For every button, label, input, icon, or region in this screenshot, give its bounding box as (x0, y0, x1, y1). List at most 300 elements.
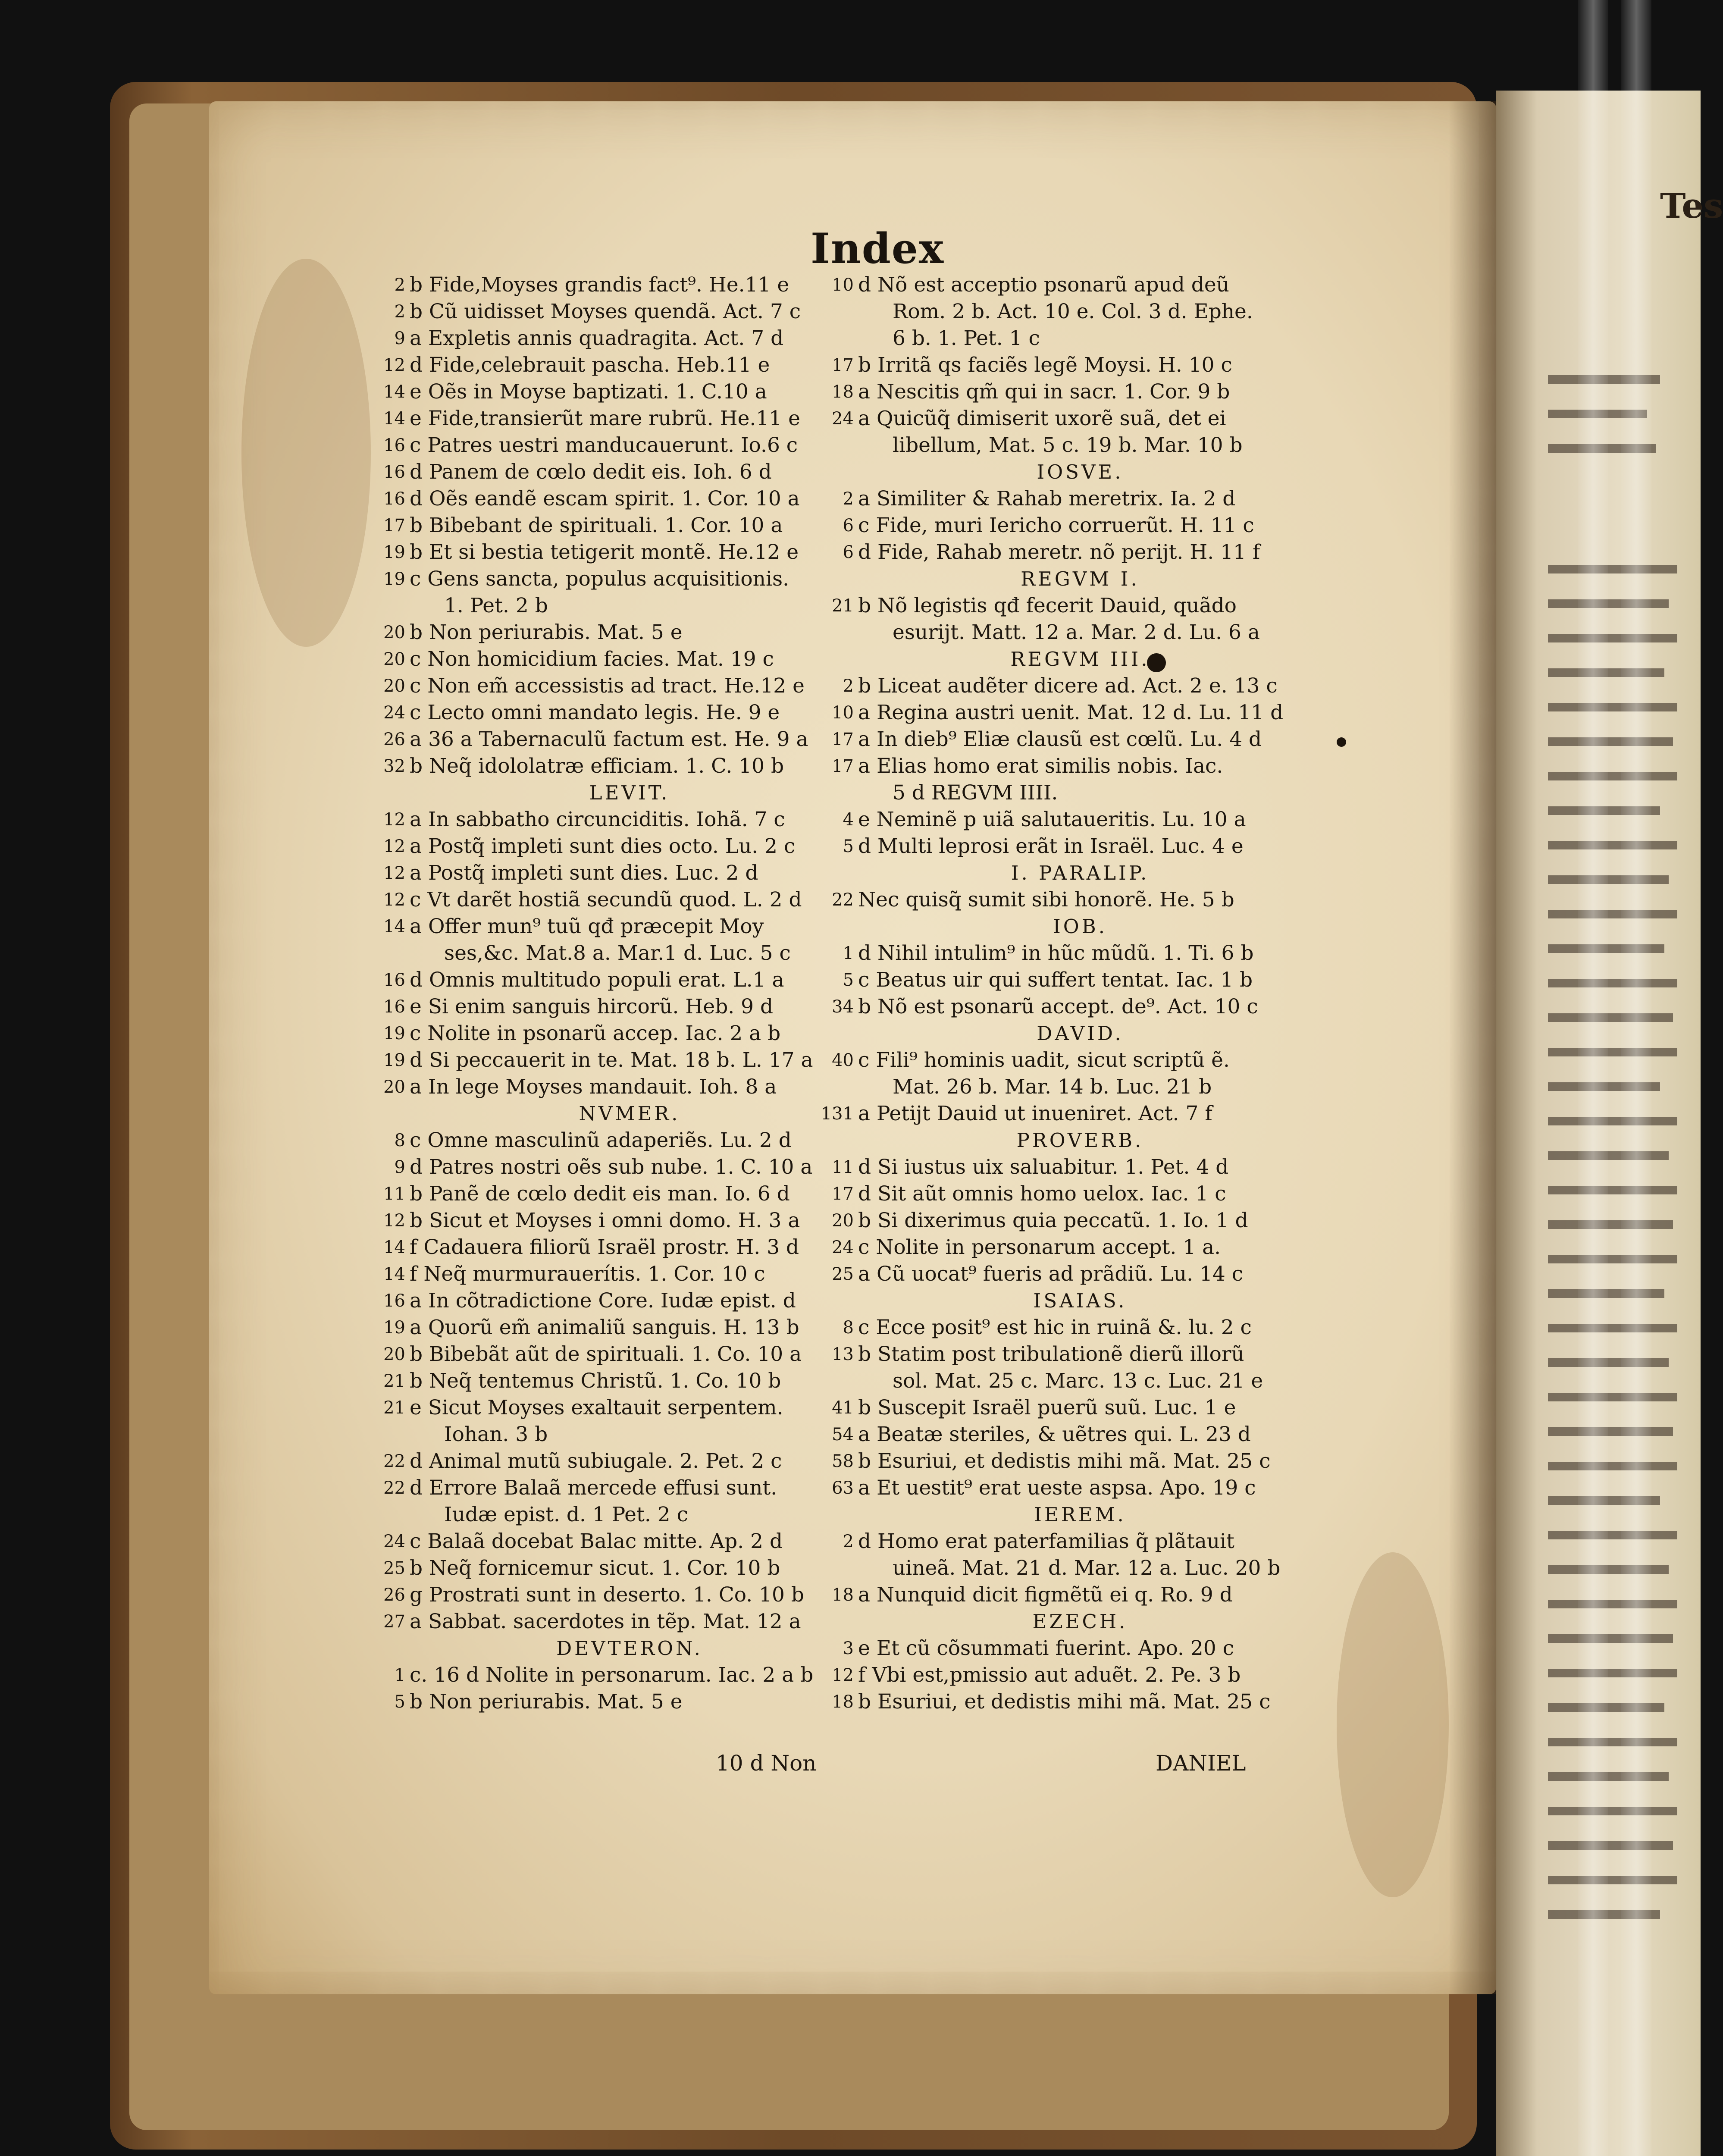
index-section-heading (858, 1608, 1302, 1635)
chapter-number: 25 (383, 1558, 405, 1578)
index-entry (383, 806, 849, 833)
chapter-number: 8 (843, 1318, 854, 1338)
index-entry (383, 1448, 849, 1475)
entry-text: 6 b. 1. Pet. 1 c (893, 326, 1040, 350)
index-entry (843, 486, 1302, 512)
heading-text: REGVM III. (1010, 648, 1150, 671)
index-entry (383, 1261, 849, 1288)
chapter-number: 19 (383, 1050, 405, 1070)
entry-text: a In lege Moyses mandauit. Ioh. 8 a (410, 1075, 777, 1099)
entry-text: a Petijt Dauid ut inueniret. Act. 7 f (858, 1102, 1212, 1125)
index-entry (832, 726, 1302, 753)
page-header: Index (811, 224, 945, 273)
entry-text: a In cõtradictione Core. Iudæ epist. d (410, 1289, 796, 1313)
index-entry (832, 1421, 1302, 1448)
chapter-number: 20 (383, 1344, 405, 1364)
index-entry (832, 405, 1302, 432)
index-entry (383, 432, 849, 459)
entry-text: b Bibebãt aũt de spirituali. 1. Co. 10 a (410, 1342, 802, 1366)
index-entry (383, 619, 849, 646)
entry-text: a Nunquid dicit figmẽtũ ei q. Ro. 9 d (858, 1583, 1233, 1607)
index-entry (410, 1421, 849, 1448)
chapter-number: 16 (383, 436, 405, 455)
chapter-number: 14 (383, 917, 405, 937)
chapter-number: 12 (383, 1211, 405, 1231)
entry-text: d Omnis multitudo populi erat. L.1 a (410, 968, 784, 992)
catchword-right: DANIEL (1156, 1751, 1246, 1776)
chapter-number: 11 (383, 1184, 405, 1204)
index-entry (821, 1100, 1302, 1127)
entry-text: c Nolite in personarum accept. 1 a. (858, 1235, 1221, 1259)
chapter-number: 13 (832, 1344, 854, 1364)
entry-text: 5 d REGVM IIII. (893, 781, 1058, 805)
index-entry (832, 1689, 1302, 1715)
index-section-heading (858, 860, 1302, 887)
chapter-number: 2 (394, 275, 405, 295)
index-entry (383, 726, 849, 753)
heading-text: IOB. (1053, 915, 1108, 938)
entry-text: a Beatæ steriles, & uẽtres qui. L. 23 d (858, 1423, 1251, 1446)
index-entry (383, 1074, 849, 1100)
index-entry (383, 566, 849, 592)
tape-strip (1578, 0, 1608, 2156)
entry-text: b Et si bestia tetigerit montẽ. He.12 e (410, 540, 799, 564)
entry-text: Rom. 2 b. Act. 10 e. Col. 3 d. Ephe. (893, 300, 1253, 323)
chapter-number: 10 (832, 703, 854, 723)
index-entry (383, 1368, 849, 1395)
chapter-number: 17 (832, 355, 854, 375)
index-entry (843, 806, 1302, 833)
index-entry (832, 272, 1302, 298)
chapter-number: 9 (394, 329, 405, 348)
chapter-number: 22 (383, 1478, 405, 1498)
entry-text: a In dieb⁹ Eliæ clausũ est cœlũ. Lu. 4 d (858, 727, 1262, 751)
entry-text: a Cũ uocat⁹ fueris ad prãdiũ. Lu. 14 c (858, 1262, 1244, 1286)
chapter-number: 12 (832, 1665, 854, 1685)
entry-text: c Non em̃ accessistis ad tract. He.12 e (410, 674, 805, 698)
index-entry (383, 1341, 849, 1368)
entry-text: uineã. Mat. 21 d. Mar. 12 a. Luc. 20 b (893, 1556, 1281, 1580)
heading-text: DEVTERON. (556, 1637, 703, 1660)
index-entry (383, 993, 849, 1020)
index-entry (383, 1608, 849, 1635)
chapter-number: 131 (821, 1104, 854, 1124)
chapter-number: 14 (383, 382, 405, 402)
index-entry (832, 1047, 1302, 1074)
index-entry (383, 539, 849, 566)
entry-text: c Ecce posit⁹ est hic in ruinã &. lu. 2 c (858, 1316, 1252, 1339)
chapter-number: 24 (832, 1238, 854, 1257)
index-entry (383, 699, 849, 726)
heading-text: IEREM. (1034, 1503, 1126, 1526)
chapter-number: 25 (832, 1264, 854, 1284)
index-entry (832, 1181, 1302, 1207)
entry-text: e Neminẽ p uiã salutaueritis. Lu. 10 a (858, 808, 1246, 831)
entry-text: d Fide,celebrauit pascha. Heb.11 e (410, 353, 770, 377)
chapter-number: 16 (383, 462, 405, 482)
index-entry (832, 1341, 1302, 1368)
entry-text: Mat. 26 b. Mar. 14 b. Luc. 21 b (893, 1075, 1212, 1099)
index-entry (832, 1395, 1302, 1421)
entry-text: b Non periurabis. Mat. 5 e (410, 1690, 683, 1714)
chapter-number: 5 (843, 837, 854, 856)
index-entry (832, 1261, 1302, 1288)
entry-text: sol. Mat. 25 c. Marc. 13 c. Luc. 21 e (893, 1369, 1263, 1393)
index-entry (383, 860, 849, 887)
index-entry (843, 1635, 1302, 1662)
chapter-number: 32 (383, 756, 405, 776)
index-entry (383, 913, 849, 940)
entry-text: b Non periurabis. Mat. 5 e (410, 620, 683, 644)
heading-text: EZECH. (1032, 1610, 1128, 1633)
chapter-number: 3 (843, 1639, 854, 1658)
entry-text: d Homo erat paterfamilias q̃ plãtauit (858, 1529, 1234, 1553)
chapter-number: 6 (843, 516, 854, 536)
index-entry (394, 1154, 849, 1181)
chapter-number: 24 (383, 703, 405, 723)
chapter-number: 5 (394, 1692, 405, 1712)
chapter-number: 34 (832, 997, 854, 1017)
index-entry (394, 1662, 849, 1689)
heading-text: I. PARALIP. (1011, 862, 1150, 884)
entry-text: c Fide, muri Iericho corruerũt. H. 11 c (858, 514, 1254, 537)
entry-text: a Similiter & Rahab meretrix. Ia. 2 d (858, 487, 1236, 511)
index-entry (383, 967, 849, 993)
chapter-number: 1 (394, 1665, 405, 1685)
page-gutter (1449, 101, 1496, 1994)
index-entry (832, 699, 1302, 726)
entry-text: d Nihil intulim⁹ in hũc mũdũ. 1. Ti. 6 b (858, 941, 1254, 965)
index-entry (383, 1314, 849, 1341)
index-section-heading (410, 780, 849, 806)
index-section-heading (858, 1127, 1302, 1154)
chapter-number: 16 (383, 997, 405, 1017)
chapter-number: 58 (832, 1451, 854, 1471)
index-entry (383, 1395, 849, 1421)
index-section-heading (858, 459, 1302, 486)
entry-text: libellum, Mat. 5 c. 19 b. Mar. 10 b (893, 433, 1243, 457)
entry-text: a Quorũ em̃ animaliũ sanguis. H. 13 b (410, 1316, 799, 1339)
entry-text: d Si peccauerit in te. Mat. 18 b. L. 17 a (410, 1048, 813, 1072)
index-entry (394, 298, 849, 325)
chapter-number: 16 (383, 970, 405, 990)
index-entry (383, 1181, 849, 1207)
chapter-number: 41 (832, 1398, 854, 1418)
entry-text: c. 16 d Nolite in personarum. Iac. 2 a b (410, 1663, 814, 1687)
entry-text: d Multi leprosi erãt in Israël. Luc. 4 e (858, 834, 1244, 858)
entry-text: b Si dixerimus quia peccatũ. 1. Io. 1 d (858, 1209, 1248, 1232)
index-entry (383, 1555, 849, 1582)
index-entry (383, 379, 849, 405)
entry-text: a In sabbatho circunciditis. Iohã. 7 c (410, 808, 785, 831)
chapter-number: 11 (832, 1157, 854, 1177)
index-entry (832, 993, 1302, 1020)
heading-text: NVMER. (579, 1102, 680, 1125)
heading-text: LEVIT. (589, 781, 670, 804)
entry-text: f Cadauera filiorũ Israël prostr. H. 3 d (410, 1235, 799, 1259)
chapter-number: 14 (383, 409, 405, 429)
entry-text: d Oẽs eandẽ escam spirit. 1. Cor. 10 a (410, 487, 800, 511)
entry-text: b Nõ est psonarũ accept. de⁹. Act. 10 c (858, 995, 1258, 1018)
entry-text: c Gens sancta, populus acquisitionis. (410, 567, 789, 591)
index-entry (383, 405, 849, 432)
index-entry (383, 1475, 849, 1501)
entry-text: 1. Pet. 2 b (444, 594, 548, 617)
chapter-number: 18 (832, 1585, 854, 1605)
page-stain (1337, 1552, 1449, 1897)
index-entry (832, 1475, 1302, 1501)
chapter-number: 16 (383, 489, 405, 509)
entry-text: f Vbi est,pmissio aut aduẽt. 2. Pe. 3 b (858, 1663, 1241, 1687)
entry-text: d Sit aũt omnis homo uelox. Iac. 1 c (858, 1182, 1226, 1206)
chapter-number: 18 (832, 1692, 854, 1712)
index-section-heading (858, 913, 1302, 940)
page-stain (241, 259, 371, 647)
index-section-heading (410, 1100, 849, 1127)
heading-text: ISAIAS. (1033, 1289, 1127, 1312)
index-section-heading (858, 566, 1302, 592)
index-section-heading (858, 1501, 1302, 1528)
entry-text: ses,&c. Mat.8 a. Mar.1 d. Luc. 5 c (444, 941, 791, 965)
entry-text: c Omne masculinũ adaperiẽs. Lu. 2 d (410, 1128, 792, 1152)
chapter-number: 12 (383, 890, 405, 910)
entry-text: f Neq̃ murmurauerítis. 1. Cor. 10 c (410, 1262, 765, 1286)
index-entry (394, 272, 849, 298)
chapter-number: 12 (383, 355, 405, 375)
index-section-heading (858, 646, 1302, 673)
index-entry (832, 1662, 1302, 1689)
chapter-number: 18 (832, 382, 854, 402)
chapter-number: 17 (832, 756, 854, 776)
entry-text: d Fide, Rahab meretr. nõ perijt. H. 11 f (858, 540, 1260, 564)
index-entry (383, 673, 849, 699)
entry-text: d Animal mutũ subiugale. 2. Pet. 2 c (410, 1449, 782, 1473)
chapter-number: 26 (383, 1585, 405, 1605)
entry-text: b Sicut et Moyses i omni domo. H. 3 a (410, 1209, 800, 1232)
entry-text: b Nõ legistis qđ fecerit Dauid, quãdo (858, 594, 1237, 617)
entry-text: a Regina austri uenit. Mat. 12 d. Lu. 11 d (858, 701, 1284, 724)
index-entry (832, 352, 1302, 379)
entry-text: b Neq̃ tentemus Christũ. 1. Co. 10 b (410, 1369, 781, 1393)
chapter-number: 27 (383, 1612, 405, 1632)
chapter-number: 19 (383, 1024, 405, 1044)
chapter-number: 17 (832, 730, 854, 749)
index-entry (832, 887, 1302, 913)
entry-text: b Neq̃ fornicemur sicut. 1. Cor. 10 b (410, 1556, 780, 1580)
index-entry (410, 940, 849, 967)
chapter-number: 6 (843, 542, 854, 562)
entry-text: d Patres nostri oẽs sub nube. 1. C. 10 a (410, 1155, 813, 1179)
chapter-number: 21 (832, 596, 854, 616)
entry-text: a Nescitis qm̃ qui in sacr. 1. Cor. 9 b (858, 380, 1230, 404)
entry-text: b Esuriui, et dedistis mihi mã. Mat. 25 c (858, 1449, 1271, 1473)
chapter-number: 20 (383, 1077, 405, 1097)
entry-text: d Panem de cœlo dedit eis. Ioh. 6 d (410, 460, 772, 484)
entry-text: c Nolite in psonarũ accep. Iac. 2 a b (410, 1022, 781, 1045)
chapter-number: 16 (383, 1291, 405, 1311)
entry-text: a Sabbat. sacerdotes in tẽp. Mat. 12 a (410, 1610, 801, 1633)
entry-text: a Quicũq̃ dimiserit uxorẽ suã, det ei (858, 407, 1226, 430)
chapter-number: 2 (394, 302, 405, 322)
index-entry (832, 379, 1302, 405)
index-entry (832, 1234, 1302, 1261)
index-section-heading (410, 1635, 849, 1662)
chapter-number: 12 (383, 837, 405, 856)
entry-text: c Patres uestri manducauerunt. Io.6 c (410, 433, 798, 457)
index-entry (858, 619, 1302, 646)
index-entry (383, 1528, 849, 1555)
index-entry (843, 539, 1302, 566)
chapter-number: 17 (383, 516, 405, 536)
index-entry (843, 967, 1302, 993)
entry-text: e Et cũ cõsummati fuerint. Apo. 20 c (858, 1636, 1234, 1660)
entry-text: c Lecto omni mandato legis. He. 9 e (410, 701, 780, 724)
heading-text: REGVM I. (1021, 567, 1140, 590)
entry-text: a 36 a Tabernaculũ factum est. He. 9 a (410, 727, 808, 751)
heading-text: DAVID. (1037, 1022, 1124, 1045)
index-entry (832, 1207, 1302, 1234)
chapter-number: 20 (383, 623, 405, 642)
chapter-number: 4 (843, 810, 854, 830)
index-entry (383, 459, 849, 486)
chapter-number: 10 (832, 275, 854, 295)
index-entry (394, 1127, 849, 1154)
chapter-number: 12 (383, 863, 405, 883)
index-entry (832, 1154, 1302, 1181)
chapter-number: 20 (832, 1211, 854, 1231)
index-entry (383, 1020, 849, 1047)
chapter-number: 9 (394, 1157, 405, 1177)
index-entry (383, 1207, 849, 1234)
chapter-number: 19 (383, 542, 405, 562)
entry-text: c Non homicidium facies. Mat. 19 c (410, 647, 774, 671)
index-entry (858, 298, 1302, 325)
entry-text: Iohan. 3 b (444, 1423, 548, 1446)
catchword-left: 10 d Non (716, 1751, 817, 1776)
chapter-number: 22 (383, 1451, 405, 1471)
entry-text: b Cũ uidisset Moyses quendã. Act. 7 c (410, 300, 801, 323)
index-entry (843, 1528, 1302, 1555)
index-section-heading (858, 1288, 1302, 1314)
index-entry (858, 432, 1302, 459)
chapter-number: 20 (383, 676, 405, 696)
chapter-number: 19 (383, 1318, 405, 1338)
heading-text: IOSVE. (1037, 461, 1124, 483)
chapter-number: 21 (383, 1371, 405, 1391)
index-entry (843, 1314, 1302, 1341)
entry-text: b Irritã qs faciẽs legẽ Moysi. H. 10 c (858, 353, 1232, 377)
index-entry (383, 486, 849, 512)
entry-text: a Expletis annis quadragita. Act. 7 d (410, 326, 784, 350)
chapter-number: 40 (832, 1050, 854, 1070)
index-entry (383, 1047, 849, 1074)
chapter-number: 8 (394, 1131, 405, 1150)
index-column-right (821, 272, 1302, 1715)
chapter-number: 17 (832, 1184, 854, 1204)
entry-text: e Oẽs in Moyse baptizati. 1. C.10 a (410, 380, 767, 404)
entry-text: b Esuriui, et dedistis mihi mã. Mat. 25 c (858, 1690, 1271, 1714)
index-entry (843, 512, 1302, 539)
index-entry (858, 1074, 1302, 1100)
entry-text: b Bibebant de spirituali. 1. Cor. 10 a (410, 514, 783, 537)
entry-text: b Fide,Moyses grandis fact⁹. He.11 e (410, 273, 789, 297)
index-section-heading (858, 1020, 1302, 1047)
ink-dot (1337, 737, 1346, 747)
index-entry (383, 352, 849, 379)
index-entry (383, 512, 849, 539)
chapter-number: 14 (383, 1238, 405, 1257)
chapter-number: 24 (832, 409, 854, 429)
tape-strip (1621, 0, 1651, 2156)
chapter-number: 12 (383, 810, 405, 830)
index-entry (832, 1448, 1302, 1475)
index-entry (832, 1582, 1302, 1608)
index-entry (410, 592, 849, 619)
chapter-number: 19 (383, 569, 405, 589)
index-entry (832, 753, 1302, 780)
index-entry (383, 1234, 849, 1261)
chapter-number: 2 (843, 1532, 854, 1551)
entry-text: a Elias homo erat similis nobis. Iac. (858, 754, 1223, 778)
entry-text: e Sicut Moyses exaltauit serpentem. (410, 1396, 783, 1420)
facing-page-header: Tes (1660, 185, 1723, 226)
entry-text: b Liceat audẽter dicere ad. Act. 2 e. 13 c (858, 674, 1278, 698)
index-entry (383, 887, 849, 913)
chapter-number: 54 (832, 1425, 854, 1445)
entry-text: d Si iustus uix saluabitur. 1. Pet. 4 d (858, 1155, 1229, 1179)
entry-text: d Errore Balaã mercede effusi sunt. (410, 1476, 777, 1500)
entry-text: a Postq̃ impleti sunt dies. Luc. 2 d (410, 861, 758, 885)
chapter-number: 24 (383, 1532, 405, 1551)
entry-text: b Statim post tribulationẽ dierũ illorũ (858, 1342, 1244, 1366)
index-entry (843, 673, 1302, 699)
chapter-number: 5 (843, 970, 854, 990)
chapter-number: 14 (383, 1264, 405, 1284)
index-entry (858, 1555, 1302, 1582)
index-column-left (383, 272, 849, 1715)
index-entry (383, 833, 849, 860)
entry-text: e Fide,transierũt mare rubrũ. He.11 e (410, 407, 800, 430)
entry-text: a Offer mun⁹ tuũ qđ præcepit Moy (410, 915, 764, 938)
chapter-number: 22 (832, 890, 854, 910)
entry-text: b Panẽ de cœlo dedit eis man. Io. 6 d (410, 1182, 790, 1206)
chapter-number: 20 (383, 649, 405, 669)
chapter-number: 21 (383, 1398, 405, 1418)
chapter-number: 63 (832, 1478, 854, 1498)
index-entry (858, 1368, 1302, 1395)
index-entry (383, 1582, 849, 1608)
entry-text: d Nõ est acceptio psonarũ apud deũ (858, 273, 1229, 297)
index-entry (410, 1501, 849, 1528)
index-entry (858, 780, 1302, 806)
entry-text: Nec quisq̃ sumit sibi honorẽ. He. 5 b (858, 888, 1234, 912)
entry-text: c Balaã docebat Balac mitte. Ap. 2 d (410, 1529, 783, 1553)
index-entry (843, 940, 1302, 967)
entry-text: c Vt darẽt hostiã secundũ quod. L. 2 d (410, 888, 802, 912)
entry-text: a Postq̃ impleti sunt dies octo. Lu. 2 c (410, 834, 796, 858)
index-entry (383, 1288, 849, 1314)
index-entry (843, 833, 1302, 860)
index-entry (383, 753, 849, 780)
entry-text: Iudæ epist. d. 1 Pet. 2 c (444, 1503, 688, 1526)
entry-text: b Neq̃ idololatræ efficiam. 1. C. 10 b (410, 754, 784, 778)
entry-text: esurijt. Matt. 12 a. Mar. 2 d. Lu. 6 a (893, 620, 1260, 644)
entry-text: c Fili⁹ hominis uadit, sicut scriptũ ẽ. (858, 1048, 1230, 1072)
entry-text: b Suscepit Israël puerũ suũ. Luc. 1 e (858, 1396, 1236, 1420)
entry-text: g Prostrati sunt in deserto. 1. Co. 10 b (410, 1583, 804, 1607)
index-entry (832, 592, 1302, 619)
heading-text: PROVERB. (1016, 1129, 1144, 1152)
